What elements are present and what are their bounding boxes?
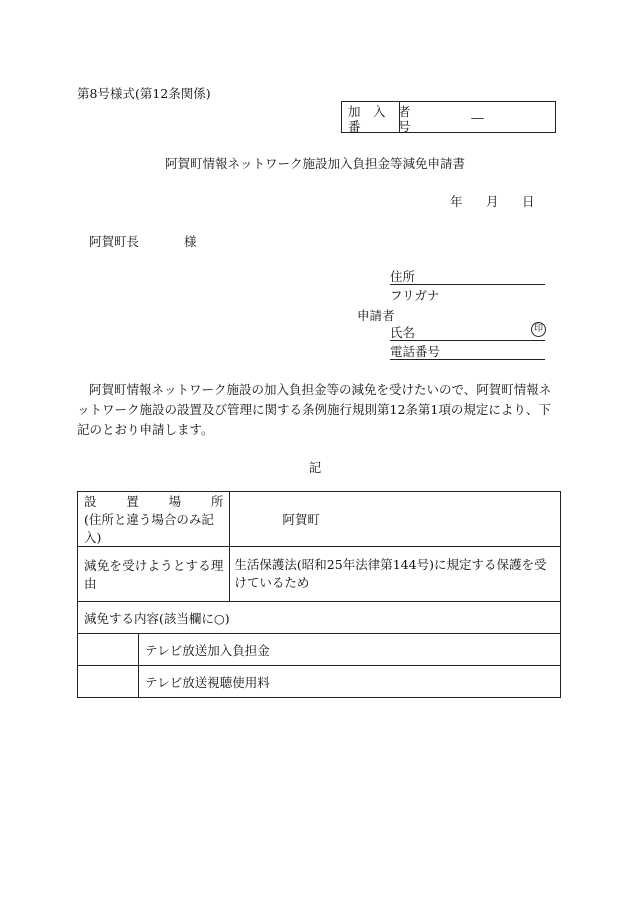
- member-number-label-line2: 番 号: [348, 119, 411, 134]
- reason-value: 生活保護法(昭和25年法律第144号)に規定する保護を受けているため: [234, 557, 547, 590]
- reason-value-cell[interactable]: [230, 547, 561, 602]
- applicant-label: 申請者: [357, 308, 395, 323]
- item-label: テレビ放送視聴使用料: [145, 674, 270, 690]
- location-label: 設 置 場 所: [84, 494, 224, 509]
- item-label-cell: [139, 634, 561, 666]
- table-row-content: [78, 602, 561, 634]
- item-check-cell[interactable]: [78, 634, 139, 666]
- date-month[interactable]: 月: [486, 194, 499, 209]
- seal-icon: 印: [531, 322, 546, 337]
- applicant-furigana-label: フリガナ: [390, 288, 440, 303]
- item-label: テレビ放送加入負担金: [145, 642, 270, 658]
- member-number-box: [341, 101, 556, 133]
- applicant-name-label: 氏名: [390, 325, 416, 340]
- reason-label: 減免を受けようとする理由: [84, 558, 224, 591]
- table-row-item: [78, 666, 561, 698]
- applicant-phone-field[interactable]: [390, 342, 545, 360]
- location-value-cell[interactable]: [230, 492, 561, 547]
- location-note: (住所と違う場合のみ記入): [84, 512, 214, 545]
- form-number: 第8号様式(第12条関係): [77, 86, 211, 101]
- member-number-label: [342, 102, 411, 134]
- table-row-reason: [78, 547, 561, 602]
- applicant-name-field[interactable]: [390, 323, 545, 341]
- content-label-cell: [78, 602, 561, 634]
- table-row-location: [78, 492, 561, 547]
- application-body-text: [77, 380, 557, 440]
- application-body-content: 阿賀町情報ネットワーク施設の加入負担金等の減免を受けたいので、阿賀町情報ネットワーク施設の設置及び管理に関する条例施行規則第12条第1項の規定により、下記のとおり申請します。: [77, 382, 552, 437]
- item-label-cell: [139, 666, 561, 698]
- member-number-label-line1: 加 入 者: [348, 104, 411, 119]
- item-check-cell[interactable]: [78, 666, 139, 698]
- table-row-item: [78, 634, 561, 666]
- document-title: 阿賀町情報ネットワーク施設加入負担金等減免申請書: [164, 156, 465, 171]
- detail-table: [77, 491, 561, 698]
- addressee-name: 阿賀町長: [89, 234, 140, 249]
- applicant-address-label: 住所: [390, 269, 416, 284]
- ki-heading: 記: [308, 460, 322, 475]
- date-day[interactable]: 日: [522, 194, 535, 209]
- applicant-phone-label: 電話番号: [390, 344, 441, 359]
- date-year[interactable]: 年: [450, 194, 463, 209]
- content-label: 減免する内容(該当欄に○): [84, 610, 230, 626]
- member-number-value[interactable]: ―: [471, 110, 484, 125]
- location-label-cell: [78, 492, 230, 547]
- addressee-honorific: 様: [184, 234, 197, 249]
- reason-label-cell: [78, 547, 230, 602]
- location-value: 阿賀町: [282, 512, 320, 527]
- applicant-address-field[interactable]: [390, 267, 545, 285]
